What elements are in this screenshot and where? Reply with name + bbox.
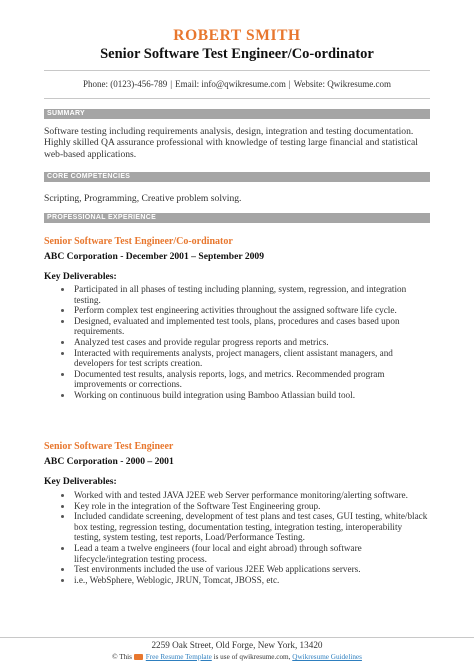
bullet-icon xyxy=(61,494,64,497)
job-company: ABC Corporation - 2000 – 2001 xyxy=(44,456,174,467)
summary-text: Software testing including requirements analysis, design, integration and testing documentation. Highly skilled QA assurance professional with knowledge of testing large financial and statistical web-based applications. xyxy=(44,126,418,160)
section-heading-experience: PROFESSIONAL EXPERIENCE xyxy=(44,213,430,223)
core-text: Scripting, Programming, Creative problem solving. xyxy=(44,193,242,204)
footer-credit xyxy=(0,653,474,661)
list-item xyxy=(59,305,430,316)
list-item-text: Worked with and tested JAVA J2EE web Server performance monitoring/alerting software. xyxy=(74,490,408,500)
job-title: Senior Software Test Engineer xyxy=(44,441,174,452)
list-item-text: Key role in the integration of the Software Test Engineering group. xyxy=(74,500,321,511)
footer-divider xyxy=(0,637,474,638)
contact-separator: | xyxy=(288,79,291,89)
bullet-icon xyxy=(61,309,64,312)
copyright-text: © This xyxy=(112,653,134,661)
list-item-text: Lead a team a twelve engineers (four local and eight abroad) through software lifecycle/integration testing process. xyxy=(74,542,362,564)
bullet-icon xyxy=(61,373,64,376)
bullet-icon xyxy=(61,568,64,571)
list-item xyxy=(59,390,430,401)
bullet-icon xyxy=(61,547,64,550)
bullet-icon xyxy=(61,505,64,508)
list-item-text: Perform complex test engineering activities throughout the assigned software life cycle. xyxy=(74,305,397,316)
contact-email[interactable]: Email: info@qwikresume.com xyxy=(175,79,286,89)
job-title: Senior Software Test Engineer/Co-ordinator xyxy=(44,236,233,247)
bullet-icon xyxy=(61,352,64,355)
deliverables-list xyxy=(59,284,430,401)
contact-website[interactable]: Website: Qwikresume.com xyxy=(293,79,391,89)
list-item xyxy=(59,564,430,575)
qwikresume-logo-icon xyxy=(134,654,143,660)
list-item-text: Analyzed test cases and provide regular progress reports and metrics. xyxy=(74,336,329,347)
contact-line xyxy=(0,79,474,89)
list-item-text: Test environments included the use of various J2EE Web applications servers. xyxy=(74,564,361,575)
deliverables-label: Key Deliverables: xyxy=(44,271,117,282)
deliverables-label: Key Deliverables: xyxy=(44,476,117,487)
bullet-icon xyxy=(61,394,64,397)
list-item-text: i.e., WebSphere, Weblogic, JRUN, Tomcat, JBOSS, etc. xyxy=(74,574,280,585)
list-item-text: Interacted with requirements analysts, project managers, client assistant managers, and developers for test scripts creation. xyxy=(74,347,393,369)
bullet-icon xyxy=(61,320,64,323)
list-item-text: Included candidate screening, development of test plans and test cases, GUI testing, white/black box testing, regression testing, documentation testing, integration testing, interoperability testing, system testing, test reports, Load/Performance Testing. xyxy=(74,511,428,543)
section-heading-summary: SUMMARY xyxy=(44,109,430,119)
bullet-icon xyxy=(61,288,64,291)
footer-address: 2259 Oak Street, Old Forge, New York, 13420 xyxy=(151,640,323,650)
header-divider-top xyxy=(44,70,430,71)
list-item xyxy=(59,316,430,337)
list-item xyxy=(59,284,430,305)
list-item xyxy=(59,348,430,369)
list-item-text: Documented test results, analysis reports, logs, and metrics. Recommended program improvements or corrections. xyxy=(74,368,385,390)
list-item-text: Working on continuous build integration using Bamboo Atlassian build tool. xyxy=(74,389,355,400)
section-heading-core: CORE COMPETENCIES xyxy=(44,172,430,182)
list-item-text: Designed, evaluated and implemented test tools, plans, procedures and cases based upon requirements. xyxy=(74,315,400,337)
bullet-icon xyxy=(61,579,64,582)
footer-credit-text: is use of qwikresume.com, xyxy=(211,653,291,661)
bullet-icon xyxy=(61,515,64,518)
list-item xyxy=(59,543,430,564)
list-item xyxy=(59,511,430,543)
contact-phone: Phone: (0123)-456-789 xyxy=(83,79,168,89)
list-item xyxy=(59,501,430,512)
list-item xyxy=(59,490,430,501)
header-divider-bottom xyxy=(44,98,430,99)
candidate-title: Senior Software Test Engineer/Co-ordinator xyxy=(100,46,374,62)
list-item-text: Participated in all phases of testing including planning, system, regression, and integration testing. xyxy=(74,284,407,305)
free-resume-template-link[interactable]: Free Resume Template xyxy=(145,653,212,661)
contact-separator: | xyxy=(170,79,173,89)
bullet-icon xyxy=(61,341,64,344)
list-item xyxy=(59,575,430,586)
job-company: ABC Corporation - December 2001 – September 2009 xyxy=(44,251,265,262)
qwikresume-guidelines-link[interactable]: Qwikresume Guidelines xyxy=(292,653,362,661)
candidate-name: ROBERT SMITH xyxy=(173,27,301,44)
list-item xyxy=(59,337,430,348)
list-item xyxy=(59,369,430,390)
deliverables-list xyxy=(59,490,430,585)
